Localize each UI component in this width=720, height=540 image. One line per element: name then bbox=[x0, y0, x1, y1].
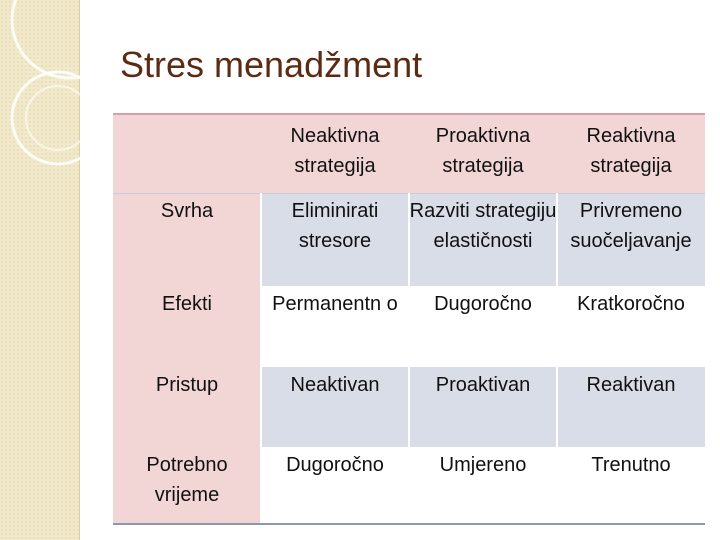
cell-efekti-reaktivna: Kratkoročno bbox=[557, 286, 705, 367]
cell-vrijeme-proaktivna: Umjereno bbox=[409, 447, 557, 525]
strategy-table bbox=[113, 115, 705, 525]
cell-pristup-proaktivna: Proaktivan bbox=[409, 367, 557, 447]
header-neaktivna: Neaktivna strategija bbox=[261, 115, 409, 193]
cell-svrha-neaktivna: Eliminirati stresore bbox=[261, 193, 409, 286]
cell-svrha-proaktivna: Razviti strategiju elastičnosti bbox=[409, 193, 557, 286]
slide-title: Stres menadžment bbox=[120, 44, 423, 85]
cell-vrijeme-neaktivna: Dugoročno bbox=[261, 447, 409, 525]
header-proaktivna: Proaktivna strategija bbox=[409, 115, 557, 193]
header-reaktivna: Reaktivna strategija bbox=[557, 115, 705, 193]
cell-pristup-reaktivna: Reaktivan bbox=[557, 367, 705, 447]
cell-efekti-proaktivna: Dugoročno bbox=[409, 286, 557, 367]
row-label-efekti: Efekti bbox=[113, 286, 261, 367]
column-divider bbox=[556, 193, 558, 525]
cell-svrha-reaktivna: Privremeno suočeljavanje bbox=[557, 193, 705, 286]
cell-pristup-neaktivna: Neaktivan bbox=[261, 367, 409, 447]
cell-efekti-neaktivna: Permanentn o bbox=[261, 286, 409, 367]
cell-vrijeme-reaktivna: Trenutno bbox=[557, 447, 705, 525]
row-label-pristup: Pristup bbox=[113, 367, 261, 447]
header-corner-cell bbox=[113, 115, 261, 193]
row-label-svrha: Svrha bbox=[113, 193, 261, 286]
column-divider bbox=[260, 193, 262, 525]
row-label-potrebno-vrijeme: Potrebno vrijeme bbox=[113, 447, 261, 525]
table-bottom-border bbox=[113, 523, 705, 525]
column-divider bbox=[408, 193, 410, 525]
